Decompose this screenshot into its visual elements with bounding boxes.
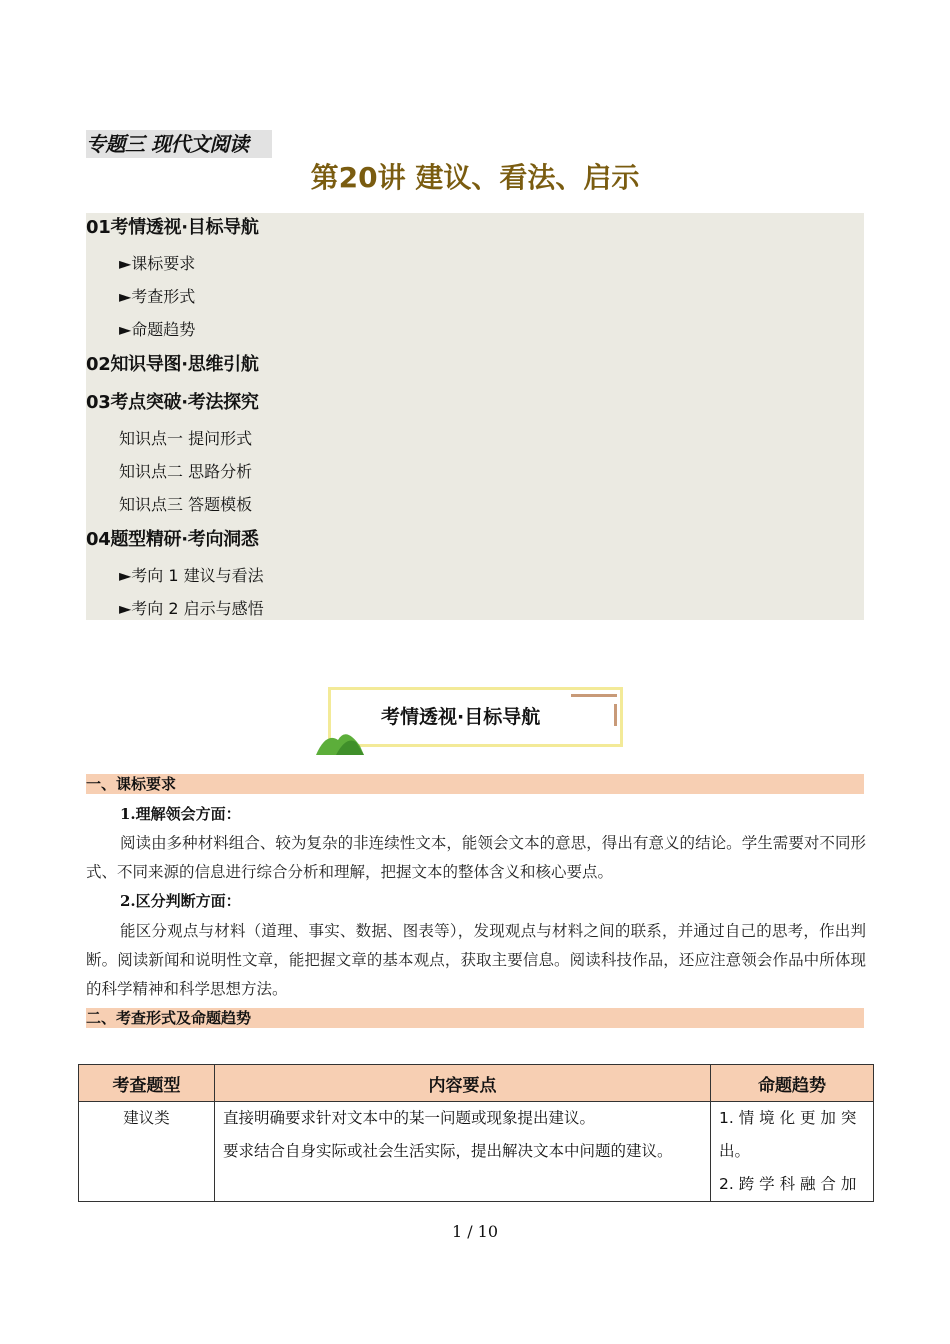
table-header: 考查题型 bbox=[79, 1065, 215, 1102]
toc-item[interactable]: 知识点二 思路分析 bbox=[119, 462, 253, 481]
topic-label: 专题三 现代文阅读 bbox=[86, 130, 272, 158]
point-line: 直接明确要求针对文本中的某一问题或现象提出建议。 bbox=[223, 1109, 596, 1127]
section-heading: 二、考查形式及命题趋势 bbox=[86, 1008, 864, 1028]
toc-item[interactable]: ►考向 2 启示与感悟 bbox=[119, 599, 264, 618]
exam-format-table bbox=[78, 1064, 874, 1202]
table-row bbox=[79, 1102, 874, 1202]
toc-item[interactable]: 知识点三 答题模板 bbox=[119, 495, 253, 514]
toc-item[interactable]: ►考查形式 bbox=[119, 287, 196, 306]
table-header: 命题趋势 bbox=[711, 1065, 874, 1102]
banner-title: 考情透视·目标导航 bbox=[381, 706, 541, 728]
paragraph: 能区分观点与材料（道理、事实、数据、图表等），发现观点与材料之间的联系，并通过自己的思考，作出判断。阅读新闻和说明性文章，能把握文章的基本观点，获取主要信息。阅读科技作品，还应注意领会作品中所体现的科学精神和科学思想方法。 bbox=[86, 922, 866, 998]
subheading: 1.理解领会方面： bbox=[120, 805, 241, 823]
toc-item[interactable]: ►课标要求 bbox=[119, 254, 196, 273]
table-header: 内容要点 bbox=[215, 1065, 711, 1102]
banner-decor-line bbox=[614, 704, 617, 726]
toc-heading[interactable]: 04题型精研·考向洞悉 bbox=[86, 529, 259, 550]
point-line: 要求结合自身实际或社会生活实际，提出解决文本中问题的建议。 bbox=[223, 1142, 673, 1160]
lesson-title: 第20讲 建议、看法、启示 bbox=[310, 161, 640, 194]
toc-heading[interactable]: 01考情透视·目标导航 bbox=[86, 217, 259, 238]
banner-decor-line bbox=[571, 694, 617, 697]
toc-item[interactable]: ►考向 1 建议与看法 bbox=[119, 566, 264, 585]
toc-heading[interactable]: 03考点突破·考法探究 bbox=[86, 392, 259, 413]
section-banner bbox=[328, 687, 623, 747]
toc-item[interactable]: 知识点一 提问形式 bbox=[119, 429, 253, 448]
mountain-icon bbox=[316, 728, 366, 756]
trend-line: 2. 跨 学 科 融 合 加 bbox=[719, 1175, 857, 1193]
toc-item[interactable]: ►命题趋势 bbox=[119, 320, 196, 339]
subheading: 2.区分判断方面： bbox=[120, 892, 241, 910]
table-cell bbox=[215, 1102, 711, 1202]
section-heading: 一、课标要求 bbox=[86, 774, 864, 794]
paragraph: 阅读由多种材料组合、较为复杂的非连续性文本，能领会文本的意思，得出有意义的结论。学生需要对不同形式、不同来源的信息进行综合分析和理解，把握文本的整体含义和核心要点。 bbox=[86, 834, 866, 881]
table-of-contents bbox=[86, 213, 864, 620]
trend-line: 1. 情 境 化 更 加 突 出。 bbox=[719, 1109, 857, 1160]
table-cell: 建议类 bbox=[79, 1102, 215, 1202]
toc-heading[interactable]: 02知识导图·思维引航 bbox=[86, 354, 259, 375]
table-cell bbox=[711, 1102, 874, 1202]
page-number: 1 / 10 bbox=[451, 1222, 499, 1241]
